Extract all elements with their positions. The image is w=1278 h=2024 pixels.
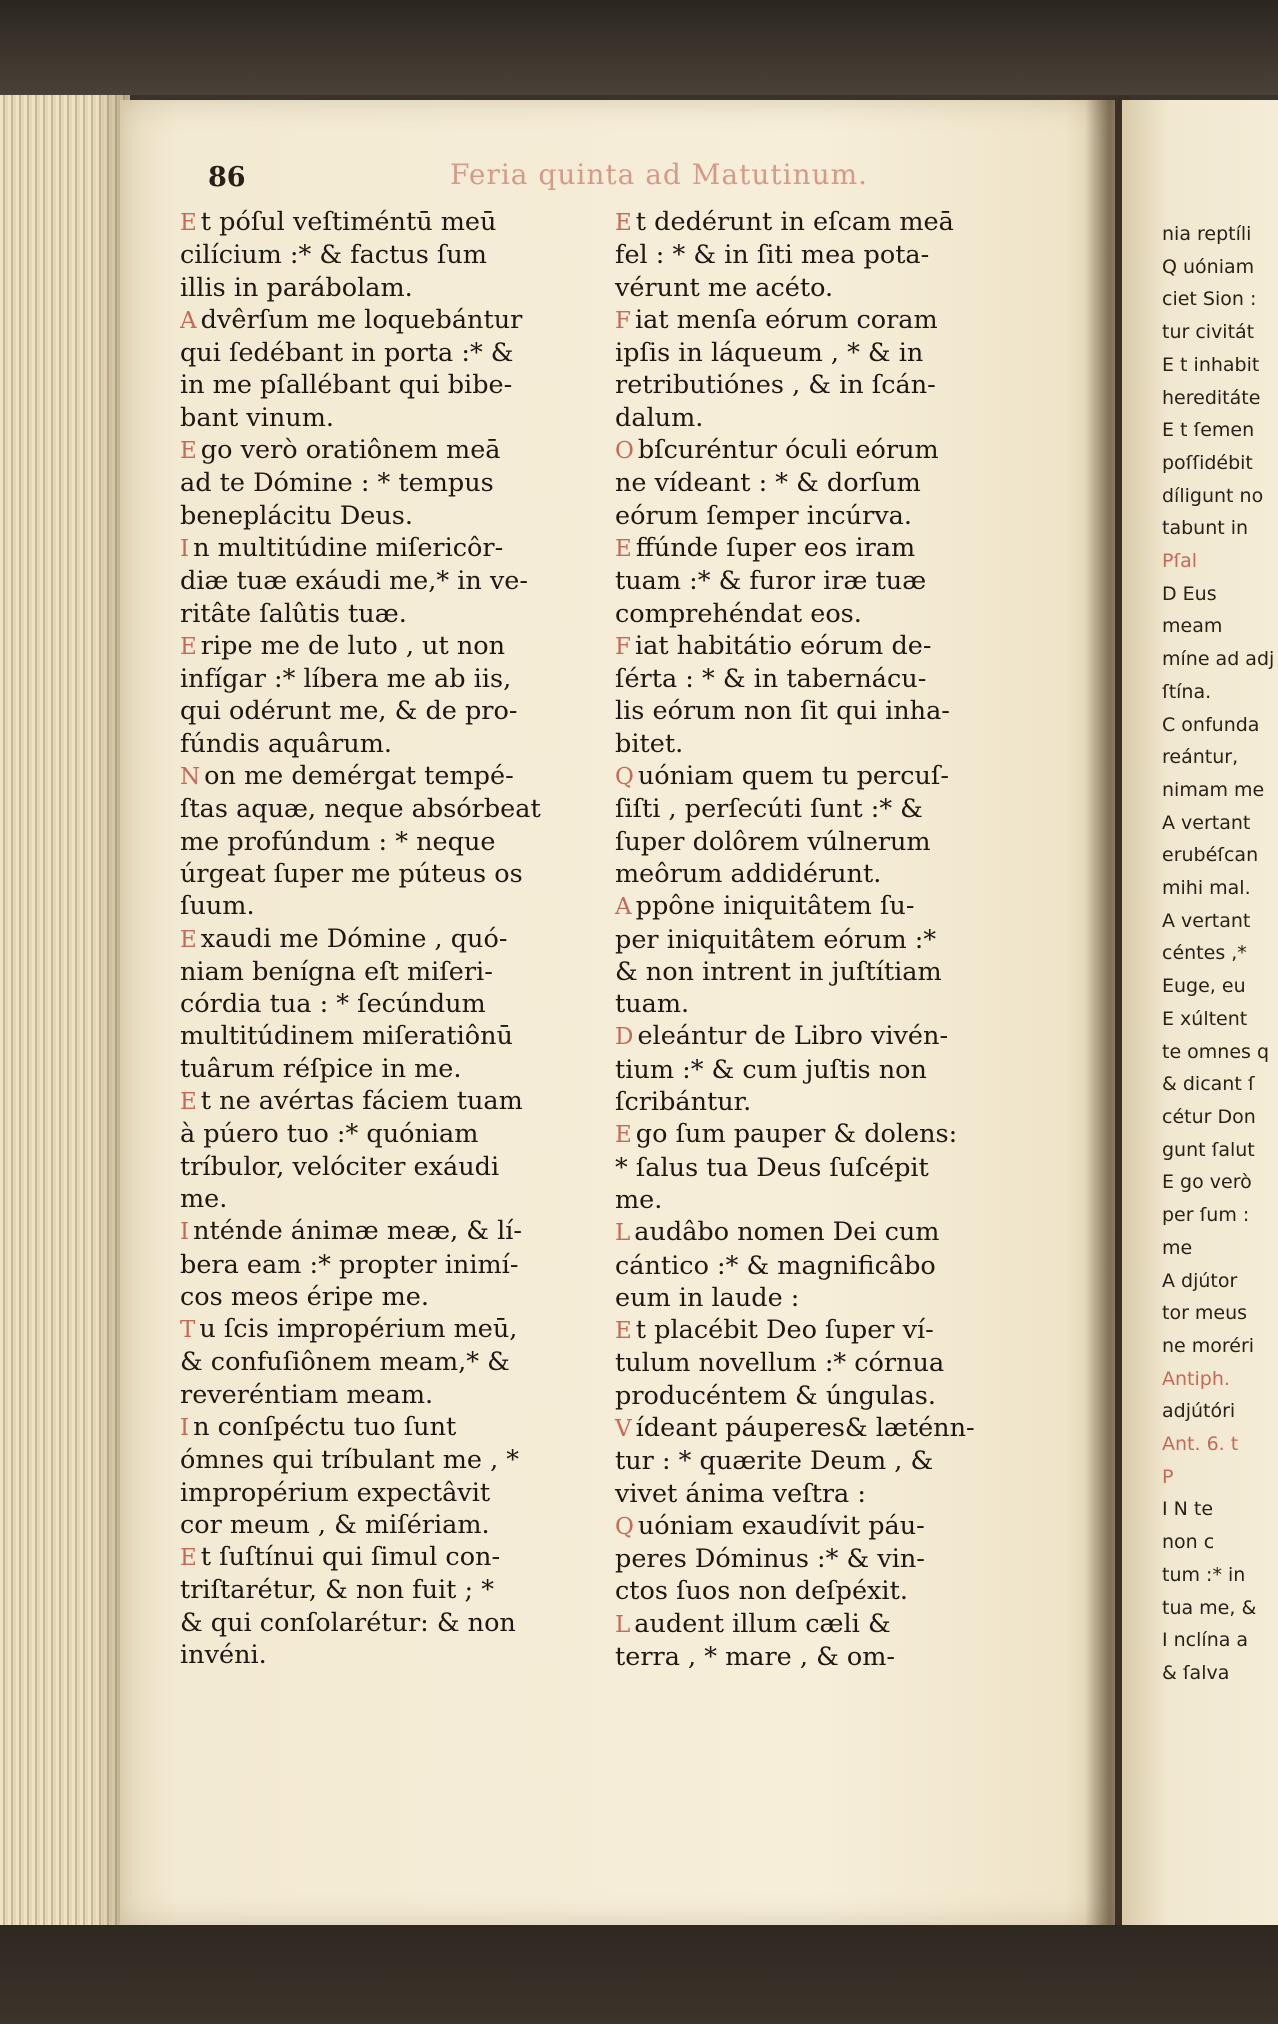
- verse-text: niam benígna eſt miſeri-: [180, 956, 493, 987]
- psalm-verse: [180, 923, 600, 1085]
- verse-line: [180, 988, 600, 1020]
- facing-page-line: E go verò: [1162, 1171, 1252, 1194]
- verse-text: tuârum réſpice in me.: [180, 1053, 462, 1084]
- verse-text: bitet.: [615, 728, 684, 759]
- verse-line: [615, 565, 1035, 597]
- verse-text: nténde ánimæ meæ, & lí-: [193, 1216, 523, 1247]
- facing-page-line: hereditáte: [1162, 386, 1261, 409]
- rubric-initial: E: [615, 1318, 632, 1345]
- facing-page-line: nia reptíli: [1162, 223, 1252, 245]
- verse-line: [615, 467, 1035, 499]
- verse-text: in me pſallébant qui bibe-: [180, 370, 513, 401]
- verse-text: lis eórum non ſit qui inha-: [615, 696, 950, 727]
- facing-page-fragment: [1122, 100, 1278, 1925]
- verse-text: tuam.: [615, 989, 690, 1020]
- verse-line: [615, 1347, 1035, 1379]
- verse-text: tulum novellum :* córnua: [615, 1348, 945, 1379]
- verse-text: t dedérunt in eſcam meā: [635, 207, 954, 237]
- verse-text: tríbulor, velóciter exáudi: [180, 1151, 500, 1182]
- rubric-initial: T: [180, 1317, 196, 1344]
- verse-line: [180, 434, 600, 467]
- verse-text: meôrum addidérunt.: [615, 858, 882, 889]
- verse-text: t placébit Deo ſuper ví-: [635, 1315, 934, 1346]
- scanner-backdrop-top: [0, 0, 1278, 95]
- verse-line: [615, 663, 1035, 695]
- verse-line: [615, 1020, 1035, 1053]
- verse-line: [615, 890, 1035, 923]
- rubric-initial: E: [180, 438, 197, 465]
- verse-line: [180, 1509, 600, 1541]
- facing-page-line: ne moréri: [1162, 1334, 1255, 1357]
- verse-text: bſcuréntur óculi eórum: [637, 435, 939, 466]
- verse-line: [615, 630, 1035, 663]
- verse-line: [615, 206, 1035, 239]
- verse-line: [615, 239, 1035, 271]
- verse-text: me profúndum : * neque: [180, 826, 496, 857]
- facing-page-line: non c: [1162, 1531, 1215, 1554]
- verse-line: [180, 1574, 600, 1606]
- verse-line: [615, 434, 1035, 467]
- verse-text: córdia tua : * ſecúndum: [180, 989, 486, 1020]
- verse-text: per iniquitâtem eórum :*: [615, 924, 937, 955]
- psalm-verse: [180, 760, 600, 922]
- psalm-verse: [615, 1020, 1035, 1118]
- verse-line: [180, 956, 600, 988]
- verse-line: [615, 598, 1035, 630]
- verse-text: eórum ſemper incúrva.: [615, 500, 912, 531]
- facing-page-line: ſtína.: [1162, 680, 1212, 703]
- verse-text: ídeant páuperes& læténn-: [635, 1412, 975, 1443]
- verse-line: [615, 1510, 1035, 1543]
- verse-line: [615, 1250, 1035, 1282]
- verse-text: úrgeat ſuper me púteus os: [180, 858, 523, 889]
- right-text-column: [615, 206, 1035, 1673]
- verse-text: n multitúdine miſericôr-: [193, 532, 504, 563]
- rubric-initial: F: [615, 307, 631, 334]
- verse-line: [180, 1183, 600, 1215]
- facing-page-line: & dicant ſ: [1162, 1073, 1255, 1096]
- verse-line: [180, 1313, 600, 1346]
- verse-text: ritâte ſalûtis tuæ.: [180, 598, 407, 629]
- facing-page-line: tua me, &: [1162, 1596, 1257, 1619]
- verse-text: ſcribántur.: [615, 1087, 752, 1118]
- facing-page-line: cétur Don: [1162, 1105, 1256, 1128]
- rubric-initial: I: [180, 1414, 190, 1441]
- verse-text: ad te Dómine : * tempus: [180, 468, 494, 499]
- verse-line: [180, 369, 600, 401]
- facing-page-line: A vertant: [1162, 909, 1251, 932]
- facing-page-line: I N te: [1162, 1498, 1214, 1521]
- verse-line: [180, 1249, 600, 1281]
- running-head: Feria quinta ad Matutinum.: [450, 158, 869, 191]
- verse-line: [180, 500, 600, 532]
- psalm-verse: [180, 434, 600, 532]
- verse-line: [180, 272, 600, 304]
- verse-line: [180, 1020, 600, 1052]
- verse-line: [180, 1411, 600, 1444]
- rubric-initial: F: [615, 633, 631, 660]
- verse-line: [615, 1216, 1035, 1249]
- verse-line: [180, 467, 600, 499]
- facing-page-line: Pſal: [1162, 550, 1198, 573]
- verse-line: [615, 1054, 1035, 1086]
- psalm-verse: [615, 760, 1035, 890]
- verse-line: [615, 1118, 1035, 1151]
- verse-text: ſérta : * & in tabernácu-: [615, 664, 927, 695]
- verse-line: [615, 1478, 1035, 1510]
- verse-text: t ſuſtínui qui ſimul con-: [200, 1542, 501, 1573]
- verse-line: [180, 598, 600, 630]
- left-page: [120, 100, 1115, 1925]
- rubric-initial: I: [180, 535, 190, 562]
- verse-text: retributiónes , & in ſcán-: [615, 370, 936, 401]
- rubric-initial: A: [615, 894, 632, 921]
- verse-text: ómnes qui tríbulant me , *: [180, 1445, 520, 1476]
- verse-line: [615, 304, 1035, 337]
- rubric-initial: L: [615, 1220, 631, 1247]
- verse-text: ſuum.: [180, 891, 255, 922]
- rubric-initial: L: [615, 1611, 631, 1638]
- verse-text: tium :* & cum juſtis non: [615, 1054, 927, 1085]
- verse-text: n conſpéctu tuo ſunt: [193, 1411, 457, 1442]
- verse-text: go ſum pauper & dolens:: [635, 1119, 958, 1150]
- rubric-initial: E: [615, 1122, 632, 1149]
- verse-line: [180, 1379, 600, 1411]
- verse-text: eum in laude :: [615, 1282, 800, 1313]
- verse-text: beneplácitu Deus.: [180, 500, 413, 531]
- verse-line: [615, 988, 1035, 1020]
- verse-text: cilícium :* & factus ſum: [180, 240, 487, 271]
- verse-text: vivet ánima veſtra :: [615, 1478, 866, 1509]
- facing-page-line: tum :* in: [1162, 1563, 1246, 1586]
- facing-page-line: me: [1162, 1236, 1193, 1259]
- facing-page-line: nimam me: [1162, 778, 1265, 801]
- verse-line: [615, 1641, 1035, 1673]
- verse-line: [615, 1152, 1035, 1184]
- page-number: 86: [208, 162, 246, 193]
- verse-line: [180, 890, 600, 922]
- rubric-initial: E: [615, 210, 632, 236]
- verse-line: [615, 1380, 1035, 1412]
- marginal-rule: [1115, 1230, 1118, 1310]
- facing-page-line: Ant. 6. t: [1162, 1433, 1239, 1456]
- verse-text: dalum.: [615, 402, 704, 433]
- verse-text: & qui conſolarétur: & non: [180, 1607, 516, 1638]
- verse-line: [615, 760, 1035, 793]
- verse-text: me.: [615, 1184, 663, 1215]
- facing-page-line: díligunt no: [1162, 484, 1264, 507]
- verse-text: t póſul veſtiméntū meū: [200, 207, 497, 237]
- verse-line: [180, 826, 600, 858]
- verse-line: [180, 337, 600, 369]
- verse-line: [615, 1184, 1035, 1216]
- verse-line: [180, 923, 600, 956]
- verse-text: peres Dóminus :* & vin-: [615, 1544, 925, 1575]
- verse-text: terra , * mare , & om-: [615, 1642, 896, 1673]
- verse-text: on me demérgat tempé-: [204, 761, 514, 792]
- psalm-verse: [615, 304, 1035, 434]
- verse-line: [615, 1445, 1035, 1477]
- facing-page-line: & ſalva: [1162, 1661, 1230, 1684]
- verse-line: [180, 728, 600, 760]
- verse-line: [180, 304, 600, 337]
- verse-text: iat menſa eórum coram: [634, 304, 938, 335]
- verse-line: [180, 1639, 600, 1671]
- verse-text: à púero tuo :* quóniam: [180, 1119, 479, 1150]
- rubric-initial: V: [615, 1415, 632, 1442]
- psalm-verse: [615, 532, 1035, 630]
- verse-text: invéni.: [180, 1640, 267, 1671]
- scanner-backdrop-bottom: [0, 1925, 1278, 2024]
- verse-text: ppône iniquitâtem ſu-: [635, 891, 915, 922]
- facing-page-line: E t ſemen: [1162, 419, 1255, 442]
- verse-line: [615, 369, 1035, 401]
- verse-text: u ſcis impropérium meū,: [199, 1314, 518, 1345]
- psalm-verse: [615, 1510, 1035, 1608]
- verse-line: [615, 532, 1035, 565]
- verse-text: eleántur de Libro vivén-: [637, 1021, 949, 1052]
- verse-line: [615, 1412, 1035, 1445]
- verse-line: [615, 826, 1035, 858]
- verse-line: [615, 272, 1035, 304]
- facing-page-line: Antiph.: [1162, 1367, 1230, 1390]
- verse-line: [180, 1281, 600, 1313]
- rubric-initial: E: [615, 535, 632, 562]
- verse-text: infígar :* líbera me ab iis,: [180, 664, 512, 695]
- verse-line: [180, 1541, 600, 1574]
- verse-text: & non intrent in juſtítiam: [615, 956, 942, 987]
- verse-line: [615, 500, 1035, 532]
- facing-page-line: te omnes q: [1162, 1040, 1270, 1063]
- rubric-initial: E: [180, 1089, 197, 1116]
- verse-text: ſuper dolôrem vúlnerum: [615, 826, 931, 857]
- verse-text: multitúdinem miſeratiônū: [180, 1021, 513, 1052]
- verse-line: [615, 1543, 1035, 1575]
- verse-text: audent illum cæli &: [634, 1608, 891, 1639]
- facing-page-text: [1162, 218, 1278, 1690]
- verse-text: qui ſedébant in porta :* &: [180, 338, 514, 369]
- verse-text: fúndis aquârum.: [180, 728, 393, 759]
- verse-line: [180, 402, 600, 434]
- psalm-verse: [180, 532, 600, 630]
- psalm-verse: [180, 1313, 600, 1411]
- verse-line: [180, 239, 600, 271]
- rubric-initial: E: [180, 1545, 197, 1572]
- psalm-verse: [615, 890, 1035, 1020]
- rubric-initial: O: [615, 438, 634, 465]
- verse-line: [615, 924, 1035, 956]
- verse-line: [615, 1575, 1035, 1607]
- verse-line: [615, 1314, 1035, 1347]
- psalm-verse: [615, 630, 1035, 760]
- rubric-initial: Q: [615, 1513, 634, 1540]
- verse-line: [615, 1608, 1035, 1641]
- verse-line: [180, 1118, 600, 1150]
- verse-text: tur : * quærite Deum , &: [615, 1446, 934, 1477]
- verse-line: [180, 695, 600, 727]
- verse-line: [615, 1282, 1035, 1314]
- facing-page-line: reántur,: [1162, 746, 1239, 769]
- verse-text: xaudi me Dómine , quó-: [200, 923, 508, 954]
- verse-text: go verò oratiônem meā: [200, 435, 501, 466]
- facing-page-line: erubéſcan: [1162, 844, 1259, 867]
- verse-text: cos meos éripe me.: [180, 1281, 429, 1312]
- verse-line: [180, 1151, 600, 1183]
- verse-text: impropérium expectâvit: [180, 1477, 491, 1508]
- psalm-verse: [615, 1118, 1035, 1216]
- verse-text: bant vinum.: [180, 402, 334, 433]
- verse-text: uóniam quem tu percuſ-: [637, 761, 949, 792]
- facing-page-line: míne ad adj: [1162, 648, 1275, 671]
- verse-line: [180, 565, 600, 597]
- verse-text: cántico :* & magnificâbo: [615, 1250, 936, 1281]
- facing-page-line: poſſidébit: [1162, 451, 1253, 474]
- verse-text: uóniam exaudívit páu-: [637, 1510, 925, 1541]
- verse-text: ipſis in láqueum , * & in: [615, 338, 924, 369]
- verse-text: t ne avértas fáciem tuam: [200, 1086, 523, 1117]
- psalm-verse: [615, 434, 1035, 532]
- verse-text: ffúnde ſuper eos iram: [635, 532, 916, 563]
- psalm-verse: [180, 1215, 600, 1313]
- verse-line: [180, 1346, 600, 1378]
- verse-text: producéntem & úngulas.: [615, 1380, 936, 1411]
- verse-text: & confuſiônem meam,* &: [180, 1347, 510, 1378]
- psalm-verse: [615, 1216, 1035, 1314]
- verse-line: [615, 728, 1035, 760]
- verse-line: [180, 630, 600, 663]
- psalm-verse: [615, 206, 1035, 304]
- verse-text: ctos ſuos non deſpéxit.: [615, 1576, 908, 1607]
- facing-page-line: D Eus: [1162, 582, 1217, 605]
- verse-text: * ſalus tua Deus ſuſcépit: [615, 1152, 929, 1183]
- verse-line: [180, 760, 600, 793]
- verse-line: [180, 663, 600, 695]
- verse-text: triſtarétur, & non fuit ; *: [180, 1575, 494, 1606]
- verse-line: [180, 206, 600, 239]
- left-text-column: [180, 206, 600, 1671]
- verse-line: [615, 793, 1035, 825]
- psalm-verse: [180, 630, 600, 760]
- verse-text: me.: [180, 1183, 228, 1214]
- verse-text: diæ tuæ exáudi me,* in ve-: [180, 566, 529, 597]
- rubric-initial: I: [180, 1219, 190, 1246]
- facing-page-line: P: [1162, 1465, 1174, 1488]
- verse-text: ripe me de luto , ut non: [200, 630, 506, 661]
- verse-text: dvêrſum me loquebántur: [200, 304, 523, 335]
- psalm-verse: [180, 1541, 600, 1671]
- facing-page-line: céntes ,*: [1162, 942, 1247, 965]
- verse-text: ne vídeant : * & dorſum: [615, 468, 921, 499]
- verse-line: [180, 1477, 600, 1509]
- facing-page-line: tabunt in: [1162, 517, 1249, 540]
- facing-page-line: E t inhabit: [1162, 353, 1260, 376]
- psalm-verse: [180, 304, 600, 434]
- rubric-initial: D: [615, 1024, 634, 1051]
- verse-text: bera eam :* propter inimí-: [180, 1249, 519, 1280]
- verse-line: [180, 1053, 600, 1085]
- facing-page-line: meam: [1162, 615, 1223, 638]
- verse-line: [180, 1085, 600, 1118]
- verse-line: [180, 1444, 600, 1476]
- facing-page-line: C onfunda: [1162, 713, 1260, 736]
- facing-page-line: E xúltent: [1162, 1007, 1248, 1030]
- verse-text: illis in parábolam.: [180, 272, 413, 303]
- verse-text: comprehéndat eos.: [615, 598, 862, 629]
- verse-line: [615, 402, 1035, 434]
- facing-page-line: A vertant: [1162, 811, 1251, 834]
- verse-line: [615, 956, 1035, 988]
- verse-text: ſtas aquæ, neque absórbeat: [180, 794, 541, 825]
- rubric-initial: E: [180, 210, 197, 236]
- rubric-initial: E: [180, 926, 197, 953]
- rubric-initial: A: [180, 307, 197, 334]
- verse-text: cor meum , & miſériam.: [180, 1509, 490, 1540]
- facing-page-line: Q uóniam: [1162, 255, 1255, 278]
- verse-line: [615, 858, 1035, 890]
- facing-page-line: A djútor: [1162, 1269, 1238, 1292]
- rubric-initial: N: [180, 764, 201, 791]
- verse-text: vérunt me acéto.: [615, 272, 834, 303]
- facing-page-line: ciet Sion :: [1162, 288, 1257, 311]
- facing-page-line: tur civitát: [1162, 321, 1255, 344]
- verse-text: reveréntiam meam.: [180, 1379, 434, 1410]
- verse-line: [180, 858, 600, 890]
- verse-line: [615, 337, 1035, 369]
- verse-line: [180, 532, 600, 565]
- psalm-verse: [180, 206, 600, 304]
- rubric-initial: E: [180, 633, 197, 660]
- facing-page-line: I nclína a: [1162, 1629, 1249, 1652]
- verse-text: audâbo nomen Dei cum: [634, 1217, 940, 1248]
- psalm-verse: [180, 1085, 600, 1215]
- psalm-verse: [180, 1411, 600, 1541]
- verse-line: [180, 1215, 600, 1248]
- facing-page-line: Euge, eu: [1162, 975, 1246, 998]
- verse-text: qui odérunt me, & de pro-: [180, 696, 518, 727]
- rubric-initial: Q: [615, 764, 634, 791]
- facing-page-line: per ſum :: [1162, 1204, 1250, 1227]
- facing-page-line: adjútóri: [1162, 1400, 1236, 1423]
- verse-text: fel : * & in ſiti mea pota-: [615, 240, 930, 271]
- verse-text: iat habitátio eórum de-: [634, 630, 932, 661]
- facing-page-line: tor meus: [1162, 1302, 1248, 1325]
- verse-line: [180, 793, 600, 825]
- verse-text: ſiſti , perſecúti ſunt :* &: [615, 794, 923, 825]
- verse-line: [615, 1086, 1035, 1118]
- psalm-verse: [615, 1412, 1035, 1510]
- verse-line: [615, 695, 1035, 727]
- psalm-verse: [615, 1608, 1035, 1674]
- verse-line: [180, 1607, 600, 1639]
- facing-page-line: mihi mal.: [1162, 877, 1251, 900]
- verse-text: tuam :* & furor iræ tuæ: [615, 566, 927, 597]
- psalm-verse: [615, 1314, 1035, 1412]
- facing-page-line: gunt ſalut: [1162, 1138, 1255, 1161]
